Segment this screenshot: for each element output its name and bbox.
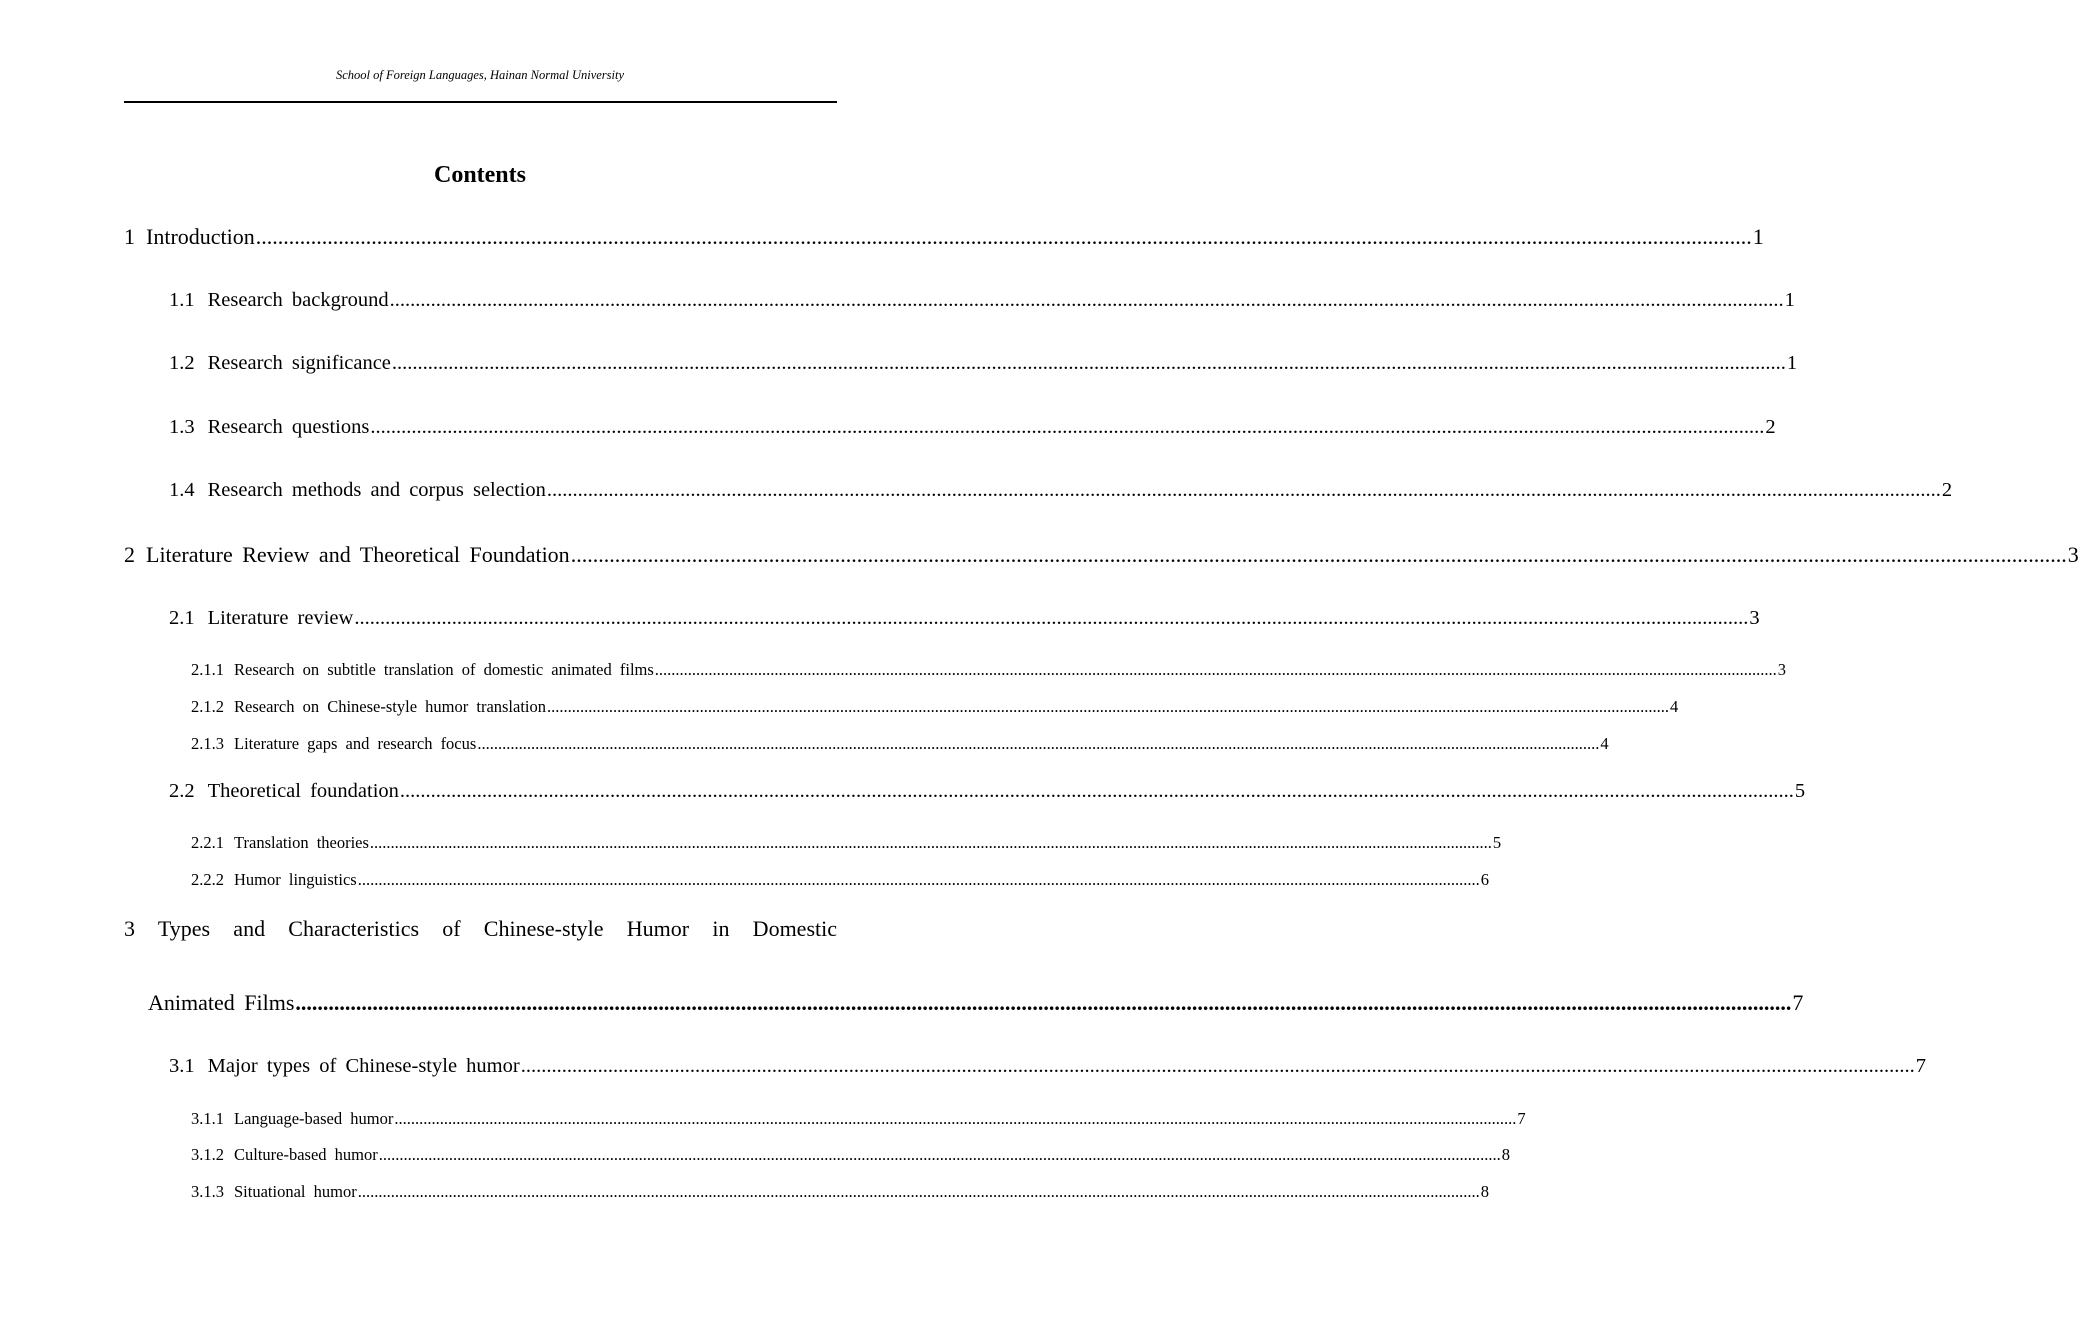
entry-title: Translation theories [234, 833, 369, 852]
dot-leader: ................................................................................................................................................................................................................................................................................ [370, 416, 1765, 438]
entry-title-continued: Animated Films [148, 990, 295, 1015]
toc-entry-3-1-1[interactable] [191, 1109, 1526, 1129]
dot-leader: ................................................................................................................................................................................................................................................................................ [391, 352, 1786, 374]
entry-page: 8 [1480, 1182, 1489, 1201]
entry-title: Major types of Chinese-style humor [207, 1055, 520, 1077]
entry-number: 2.2.2 [191, 870, 224, 889]
entry-page: 8 [1501, 1145, 1511, 1164]
entry-page: 2 [1941, 479, 1953, 501]
dot-leader: ................................................................................................................................................................................................................................................................................ [378, 1145, 1501, 1164]
entry-page: 2 [1765, 416, 1776, 438]
toc-entry-2-2-2[interactable] [191, 870, 1489, 890]
running-header: School of Foreign Languages, Hainan Normal University [335, 68, 625, 82]
toc-entry-2-1-2[interactable] [191, 697, 1679, 717]
entry-page: 1 [1752, 224, 1764, 249]
dot-leader: ................................................................................................................................................................................................................................................................................ [357, 870, 1480, 889]
entry-page: 4 [1670, 697, 1679, 716]
entry-page: 7 [1792, 990, 1804, 1015]
entry-number: 2.1.2 [191, 697, 224, 716]
entry-title: Types and Characteristics of Chinese-style Humor in Domestic [157, 916, 837, 941]
entry-page: 1 [1786, 352, 1798, 374]
dot-leader: ................................................................................................................................................................................................................................................................................ [546, 479, 1941, 501]
entry-title: Literature gaps and research focus [234, 734, 477, 753]
entry-number: 1.2 [169, 352, 195, 374]
entry-number: 2 [124, 542, 135, 567]
entry-title: Situational humor [234, 1182, 357, 1201]
entry-page: 3 [2067, 542, 2079, 567]
entry-number: 2.2.1 [191, 833, 224, 852]
toc-entry-3-line1[interactable] [124, 916, 837, 942]
entry-page: 3 [1749, 607, 1760, 629]
toc-entry-1[interactable] [124, 224, 1764, 250]
entry-number: 1.3 [169, 416, 195, 438]
dot-leader: ................................................................................................................................................................................................................................................................................ [357, 1182, 1480, 1201]
entry-number: 1.1 [169, 289, 195, 311]
header-rule [124, 101, 837, 103]
dot-leader: ................................................................................................................................................................................................................................................................................ [354, 607, 1749, 629]
toc-entry-1-2[interactable] [169, 352, 1798, 375]
entry-title: Research significance [207, 352, 391, 374]
entry-number: 3.1.2 [191, 1145, 224, 1164]
dot-leader: ................................................................................................................................................................................................................................................................................ [547, 697, 1670, 716]
dot-leader: ................................................................................................................................................................................................................................................................................ [255, 224, 1752, 249]
entry-number: 3.1.1 [191, 1109, 224, 1128]
entry-title: Literature Review and Theoretical Foundation [146, 542, 570, 567]
toc-entry-3-1-3[interactable] [191, 1182, 1489, 1202]
entry-number: 3.1.3 [191, 1182, 224, 1201]
entry-title: Introduction [146, 224, 255, 249]
toc-entry-3-1[interactable] [169, 1055, 1926, 1078]
dot-leader: ................................................................................................................................................................................................................................................................................ [389, 289, 1784, 311]
dot-leader: ................................................................................................................................................................................................................................................................................ [477, 734, 1600, 753]
entry-page: 4 [1600, 734, 1609, 753]
dot-leader: ................................................................................................................................................................................................................................................................................ [654, 660, 1777, 679]
entry-number: 2.1.3 [191, 734, 224, 753]
dot-leader: ................................................................................................................................................................................................................................................................................ [520, 1055, 1915, 1077]
entry-title: Theoretical foundation [207, 780, 399, 802]
toc-entry-3-line2[interactable] [148, 990, 1804, 1016]
toc-entry-1-4[interactable] [169, 479, 1953, 502]
dot-leader: ................................................................................................................................................................................................................................................................................ [369, 833, 1492, 852]
entry-page: 3 [1777, 660, 1787, 679]
toc-title: Contents [433, 162, 526, 188]
entry-page: 5 [1794, 780, 1806, 802]
entry-title: Humor linguistics [234, 870, 357, 889]
entry-title: Research methods and corpus selection [207, 479, 546, 501]
entry-title: Language-based humor [234, 1109, 394, 1128]
entry-title: Literature review [207, 607, 354, 629]
entry-page: 1 [1784, 289, 1795, 311]
dot-leader: ................................................................................................................................................................................................................................................................................ [394, 1109, 1517, 1128]
entry-page: 7 [1915, 1055, 1926, 1077]
entry-number: 2.1.1 [191, 660, 224, 679]
entry-number: 2.1 [169, 607, 195, 629]
entry-number: 3 [124, 916, 135, 941]
entry-page: 6 [1480, 870, 1489, 889]
toc-entry-2-1-1[interactable] [191, 660, 1787, 680]
entry-title: Research on subtitle translation of domestic animated films [234, 660, 654, 679]
entry-title: Culture-based humor [234, 1145, 378, 1164]
toc-entry-2-1[interactable] [169, 607, 1760, 630]
entry-number: 1 [124, 224, 135, 249]
dot-leader: ................................................................................................................................................................................................................................................................................ [570, 542, 2067, 567]
toc-entry-1-1[interactable] [169, 289, 1795, 312]
entry-number: 3.1 [169, 1055, 195, 1077]
entry-page: 5 [1492, 833, 1502, 852]
toc-entry-1-3[interactable] [169, 416, 1776, 439]
toc-entry-2-2-1[interactable] [191, 833, 1502, 853]
toc-entry-2-2[interactable] [169, 780, 1806, 803]
dot-leader: ................................................................................................................................................................................................................................................................................ [295, 990, 1792, 1015]
entry-number: 2.2 [169, 780, 195, 802]
toc-entry-2[interactable] [124, 542, 2079, 568]
entry-title: Research on Chinese-style humor translation [234, 697, 547, 716]
dot-leader: ................................................................................................................................................................................................................................................................................ [399, 780, 1794, 802]
entry-title: Research questions [207, 416, 370, 438]
entry-page: 7 [1517, 1109, 1526, 1128]
toc-entry-3-1-2[interactable] [191, 1145, 1511, 1165]
toc-entry-2-1-3[interactable] [191, 734, 1609, 754]
entry-title: Research background [207, 289, 389, 311]
entry-number: 1.4 [169, 479, 195, 501]
